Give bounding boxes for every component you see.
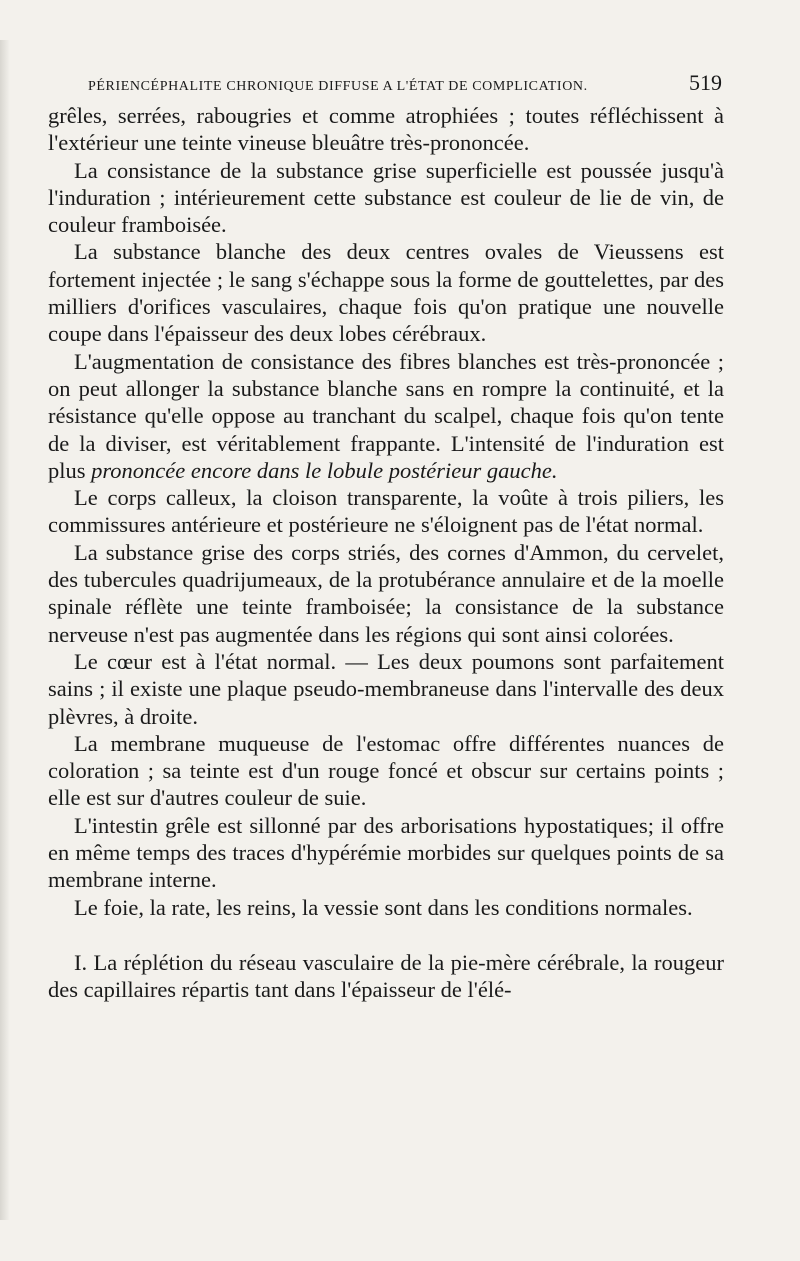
binding-edge (0, 40, 10, 1220)
paragraph-10: Le foie, la rate, les reins, la vessie sont dans les conditions normales. (74, 894, 693, 920)
paragraph-2: La consistance de la substance grise superficielle est poussée jusqu'à l'induration ; intérieurement cette substance est couleur de lie de vin, de couleur framboisée. (48, 157, 724, 238)
paragraph-1: grêles, serrées, rabougries et comme atrophiées ; toutes réfléchissent à l'extérieur une teinte vineuse bleuâtre très-prononcée. (48, 103, 724, 156)
paragraph-11: I. La réplétion du réseau vasculaire de la pie-mère cérébrale, la rougeur des capillaires répartis tant dans l'épaisseur de l'élé- (48, 949, 724, 1003)
paragraph-4 (48, 348, 724, 484)
page-number: 519 (689, 70, 722, 95)
paragraph-7: Le cœur est à l'état normal. — Les deux poumons sont parfaitement sains ; il existe une plaque pseudo-membraneuse dans l'intervalle des deux plèvres, à droite. (48, 648, 724, 729)
body-text (48, 102, 724, 1004)
paragraph-9: L'intestin grêle est sillonné par des arborisations hypostatiques; il offre en même temps des traces d'hypérémie morbides sur quelques points de sa membrane interne. (48, 812, 724, 893)
paragraph-4-italic: prononcée encore dans le lobule postérieur gauche. (91, 457, 558, 483)
running-title: PÉRIENCÉPHALITE CHRONIQUE DIFFUSE A L'ÉTAT DE COMPLICATION. (88, 79, 588, 94)
paragraph-5: Le corps calleux, la cloison transparente, la voûte à trois piliers, les commissures antérieure et postérieure ne s'éloignent pas de l'état normal. (48, 485, 724, 538)
paragraph-3: La substance blanche des deux centres ovales de Vieussens est fortement injectée ; le sang s'échappe sous la forme de gouttelettes, par des milliers d'orifices vasculaires, chaque fois qu'on pratique une nouvelle coupe dans l'épaisseur des deux lobes cérébraux. (48, 239, 724, 347)
paragraph-6: La substance grise des corps striés, des cornes d'Ammon, du cervelet, des tubercules quadrijumeaux, de la protubérance annulaire et de la moelle spinale réflète une teinte framboisée; la consistance de la substance nerveuse n'est pas augmentée dans les régions qui sont ainsi colorées. (48, 539, 724, 647)
paragraph-8: La membrane muqueuse de l'estomac offre différentes nuances de coloration ; sa teinte est d'un rouge foncé et obscur sur certains points ; elle est sur d'autres couleur de suie. (48, 730, 724, 811)
paragraph-4-text: L'augmentation de consistance des fibres blanches est très-prononcée ; on peut allonger la substance blanche sans en rompre la continuité, et la résistance qu'elle oppose au tranchant du scalpel, chaque fois qu'on tente de la diviser, est véritablement frappante. L'intensité de l'induration est plus (48, 348, 724, 483)
book-page (48, 70, 724, 1004)
running-head (48, 70, 724, 102)
